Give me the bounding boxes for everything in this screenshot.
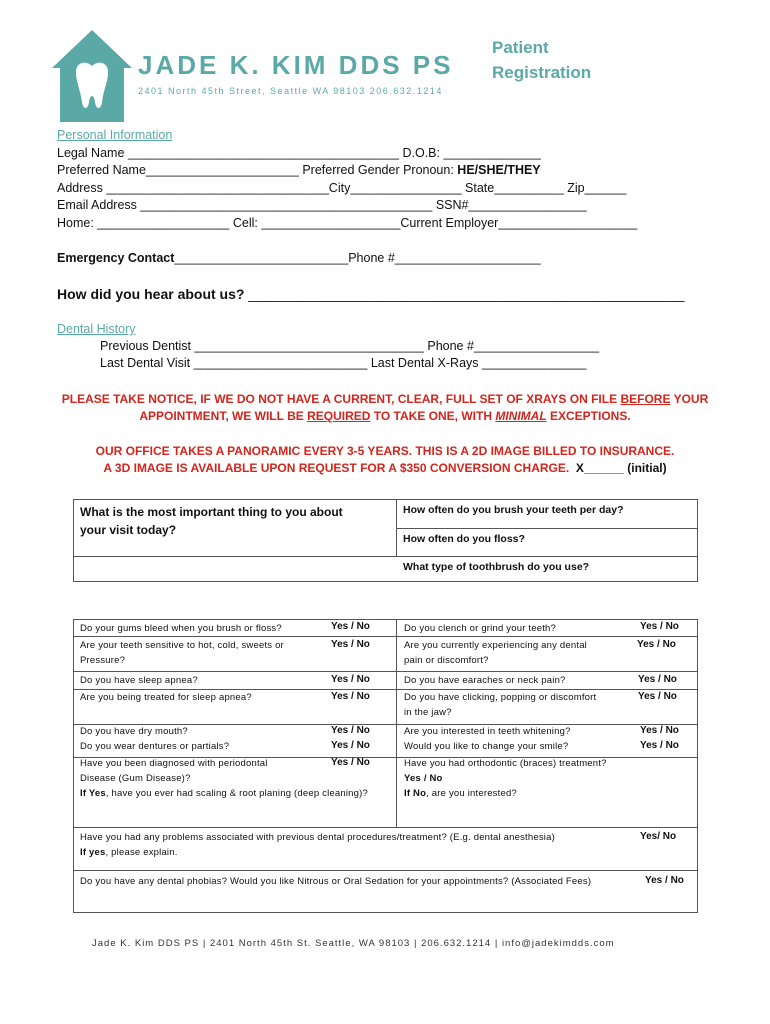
problems-question-line1: Have you had any problems associated with previous dental procedures/treatment? (E.g. dental anesthesia) (80, 832, 555, 843)
perio-question-line3: , have you ever had scaling & root planing (deep cleaning)? (105, 788, 368, 799)
xray-notice (40, 391, 730, 425)
previous-dentist-line[interactable]: Previous Dentist _________________________________ Phone #__________________ (100, 339, 600, 353)
last-visit-line[interactable]: Last Dental Visit _________________________ Last Dental X-Rays _______________ (100, 356, 587, 370)
referral-blank: ________________________________________________________ (248, 286, 685, 302)
panoramic-notice-line1: OUR OFFICE TAKES A PANORAMIC EVERY 3-5 YEARS. THIS IS A 2D IMAGE BILLED TO INSURANCE. (95, 444, 675, 458)
clicking-question-line1: Do you have clicking, popping or discomfort (404, 692, 597, 703)
referral-label: How did you hear about us? (57, 286, 249, 302)
dentures-yes-no[interactable]: Yes / No (331, 740, 370, 751)
clench-question: Do you clench or grind your teeth? (404, 623, 557, 634)
phone-employer-line[interactable]: Home: ___________________ Cell: ____________________Current Employer____________________ (57, 216, 638, 230)
xray-notice-text-e: TO TAKE ONE, WITH (370, 409, 496, 423)
sleep-apnea-yes-no[interactable]: Yes / No (331, 674, 370, 685)
xray-notice-minimal: MINIMAL (495, 409, 547, 423)
ortho-if-no: If No (404, 788, 427, 799)
pain-question (404, 638, 587, 668)
treated-apnea-question: Are you being treated for sleep apnea? (80, 692, 252, 703)
address-line[interactable]: Address ________________________________City________________ State__________ Zip______ (57, 181, 627, 195)
preferred-name-label: Preferred Name______________________ Preferred Gender Pronoun: (57, 163, 458, 177)
email-ssn-line[interactable]: Email Address __________________________________________ SSN#_________________ (57, 198, 587, 212)
problems-yes-no[interactable]: Yes/ No (640, 831, 677, 842)
legal-name-dob-line[interactable]: Legal Name _______________________________________ D.O.B: ______________ (57, 146, 541, 160)
table-rule (74, 636, 697, 637)
gums-bleed-yes-no[interactable]: Yes / No (331, 621, 370, 632)
important-question[interactable] (80, 503, 343, 539)
footer-contact: Jade K. Kim DDS PS | 2401 North 45th St. Seattle, WA 98103 | 206.632.1214 | info@jadekimdds.com (92, 938, 615, 949)
panoramic-notice (40, 443, 730, 477)
smile-question: Would you like to change your smile? (404, 741, 569, 752)
page-title-line1: Patient (492, 38, 549, 57)
important-question-line2: your visit today? (80, 523, 177, 537)
sensitive-yes-no[interactable]: Yes / No (331, 639, 370, 650)
pronoun-options: HE/SHE/THEY (457, 163, 541, 177)
practice-name: JADE K. KIM DDS PS (138, 50, 454, 80)
clicking-question (404, 690, 596, 720)
sensitive-question-line2: Pressure? (80, 655, 126, 666)
clicking-question-line2: in the jaw? (404, 707, 452, 718)
ortho-yes-no[interactable]: Yes / No (404, 773, 443, 784)
visit-table-rule-1 (396, 528, 697, 529)
problems-question-line2: , please explain. (105, 847, 178, 858)
dry-mouth-yes-no[interactable]: Yes / No (331, 725, 370, 736)
clicking-yes-no[interactable]: Yes / No (638, 691, 677, 702)
table-rule (74, 827, 697, 828)
xray-notice-before: BEFORE (620, 392, 671, 406)
ortho-question-line3: , are you interested? (426, 788, 517, 799)
pain-question-line1: Are you currently experiencing any dental (404, 640, 587, 651)
initial-field[interactable]: X______ (initial) (575, 461, 667, 475)
perio-yes-no[interactable]: Yes / No (331, 757, 370, 768)
important-question-line1: What is the most important thing to you about (80, 505, 343, 519)
xray-notice-required: REQUIRED (307, 409, 371, 423)
treated-apnea-yes-no[interactable]: Yes / No (331, 691, 370, 702)
perio-question-line2: Disease (Gum Disease)? (80, 773, 191, 784)
visit-table-rule-2 (73, 556, 697, 557)
emergency-contact-line[interactable] (57, 251, 541, 265)
pain-question-line2: pain or discomfort? (404, 655, 489, 666)
earaches-question: Do you have earaches or neck pain? (404, 675, 566, 686)
perio-question-line1: Have you been diagnosed with periodontal (80, 758, 268, 769)
toothbrush-type-question[interactable]: What type of toothbrush do you use? (403, 561, 590, 573)
whitening-yes-no[interactable]: Yes / No (640, 725, 679, 736)
problems-if-yes: If yes (80, 847, 106, 858)
problems-question (80, 830, 555, 860)
floss-frequency-question[interactable]: How often do you floss? (403, 533, 525, 545)
practice-address: 2401 North 45th Street, Seattle WA 98103 206.632.1214 (138, 86, 443, 96)
table-rule (74, 671, 697, 672)
sensitive-question-line1: Are your teeth sensitive to hot, cold, sweets or (80, 640, 284, 651)
dental-history-heading: Dental History (57, 322, 136, 336)
table-rule (74, 870, 697, 871)
brush-frequency-question[interactable]: How often do you brush your teeth per day? (403, 504, 624, 516)
clench-yes-no[interactable]: Yes / No (640, 621, 679, 632)
panoramic-notice-line2: A 3D IMAGE IS AVAILABLE UPON REQUEST FOR A $350 CONVERSION CHARGE. (103, 461, 570, 475)
personal-info-heading: Personal Information (57, 128, 173, 142)
tooth-house-logo (52, 30, 132, 122)
preferred-name-line[interactable] (57, 163, 541, 177)
gums-bleed-question: Do your gums bleed when you brush or floss? (80, 623, 282, 634)
xray-notice-text-f: EXCEPTIONS. (546, 409, 631, 423)
dry-mouth-question: Do you have dry mouth? (80, 726, 188, 737)
emergency-contact-label: Emergency Contact (57, 251, 175, 265)
xray-notice-text-d: APPOINTMENT, WE WILL BE (139, 409, 308, 423)
dentures-question: Do you wear dentures or partials? (80, 741, 230, 752)
phobias-yes-no[interactable]: Yes / No (645, 875, 684, 886)
table-divider (396, 620, 397, 827)
ortho-question (404, 756, 607, 801)
sleep-apnea-question: Do you have sleep apnea? (80, 675, 198, 686)
whitening-question: Are you interested in teeth whitening? (404, 726, 571, 737)
xray-notice-text-c: YOUR (670, 392, 709, 406)
xray-notice-text-a: PLEASE TAKE NOTICE, IF WE DO NOT HAVE A CURRENT, CLEAR, FULL SET OF XRAYS ON FILE (61, 392, 621, 406)
perio-if-yes: If Yes (80, 788, 106, 799)
perio-question (80, 756, 368, 801)
ortho-question-line1: Have you had orthodontic (braces) treatment? (404, 758, 607, 769)
emergency-contact-blanks: _________________________Phone #_____________________ (174, 251, 541, 265)
page-title-line2: Registration (492, 63, 592, 82)
sensitive-question (80, 638, 284, 668)
referral-line[interactable] (57, 286, 684, 302)
phobias-question: Do you have any dental phobias? Would you like Nitrous or Oral Sedation for your appointments? (Associated Fees) (80, 876, 592, 887)
pain-yes-no[interactable]: Yes / No (637, 639, 676, 650)
earaches-yes-no[interactable]: Yes / No (638, 674, 677, 685)
smile-yes-no[interactable]: Yes / No (640, 740, 679, 751)
